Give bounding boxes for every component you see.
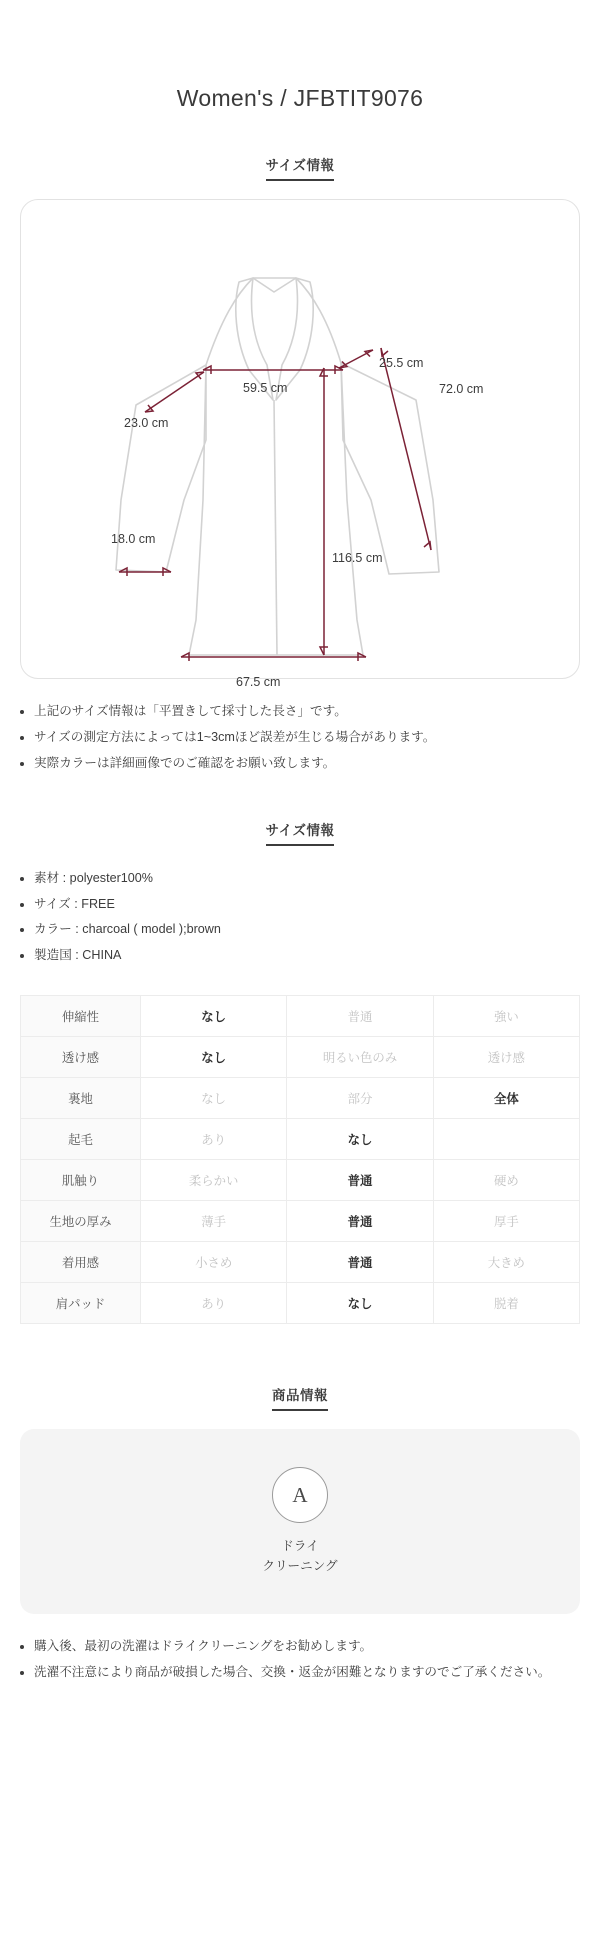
attribute-option: なし (141, 1037, 287, 1078)
attribute-label: 起毛 (21, 1119, 141, 1160)
size-diagram-box (20, 199, 580, 690)
attribute-option: 薄手 (141, 1201, 287, 1242)
attribute-option: 柔らかい (141, 1160, 287, 1201)
spec-section-heading (0, 819, 600, 846)
attribute-option: 部分 (287, 1078, 433, 1119)
table-row (21, 1242, 580, 1283)
list-item: サイズの測定方法によっては1~3cmほど誤差が生じる場合があります。 (34, 725, 578, 751)
measure-label-cuff: 18.0 cm (111, 532, 156, 547)
list-item: 実際カラーは詳細画像でのご確認をお願い致します。 (34, 751, 578, 777)
attribute-option: なし (287, 1283, 433, 1324)
attribute-option: 大きめ (433, 1242, 579, 1283)
attribute-label: 透け感 (21, 1037, 141, 1078)
measure-label-chest: 59.5 cm (243, 381, 288, 396)
attribute-option (433, 1119, 579, 1160)
dry-clean-icon (272, 1467, 328, 1523)
size-notes-list (0, 699, 600, 776)
attribute-option: 普通 (287, 1242, 433, 1283)
table-row (21, 1119, 580, 1160)
attribute-option: なし (141, 1078, 287, 1119)
page-title: Women's / JFBTIT9076 (176, 85, 424, 112)
table-row (21, 1160, 580, 1201)
size-section-heading-text: サイズ情報 (266, 154, 335, 181)
measure-label-sleeve-length: 72.0 cm (439, 382, 484, 397)
list-item: カラー : charcoal ( model );brown (34, 917, 578, 943)
list-item: 上記のサイズ情報は「平置きして採寸した長さ」です。 (34, 699, 578, 725)
attribute-option: 硬め (433, 1160, 579, 1201)
dry-clean-icon-letter: A (292, 1482, 308, 1507)
table-row (21, 1037, 580, 1078)
product-section-heading (0, 1384, 600, 1411)
attribute-option: なし (141, 996, 287, 1037)
attribute-option: あり (141, 1119, 287, 1160)
spec-section-heading-text: サイズ情報 (266, 819, 335, 846)
product-detail-page (0, 15, 600, 1935)
list-item: 素材 : polyester100% (34, 866, 578, 892)
size-section-heading (0, 154, 600, 181)
measure-label-total-length: 116.5 cm (332, 551, 383, 566)
attribute-label: 着用感 (21, 1242, 141, 1283)
garment-diagram (21, 200, 579, 690)
attribute-option: 全体 (433, 1078, 579, 1119)
attribute-option: 厚手 (433, 1201, 579, 1242)
attribute-option: 透け感 (433, 1037, 579, 1078)
care-label-line2: クリーニング (262, 1558, 338, 1573)
measure-label-shoulder: 25.5 cm (379, 356, 424, 371)
care-notes-list (0, 1634, 600, 1686)
attribute-label: 生地の厚み (21, 1201, 141, 1242)
measure-label-hem-width: 67.5 cm (236, 675, 281, 690)
attribute-label: 肌触り (21, 1160, 141, 1201)
attribute-label: 伸縮性 (21, 996, 141, 1037)
attribute-option: 小さめ (141, 1242, 287, 1283)
care-instruction-box (20, 1429, 580, 1614)
care-label-line1: ドライ (281, 1539, 319, 1554)
attribute-option: なし (287, 1119, 433, 1160)
table-row (21, 1078, 580, 1119)
list-item: サイズ : FREE (34, 892, 578, 918)
care-label (262, 1537, 337, 1576)
attribute-label: 裏地 (21, 1078, 141, 1119)
attributes-table (20, 995, 580, 1324)
list-item: 製造国 : CHINA (34, 943, 578, 969)
spec-list (0, 866, 600, 969)
list-item: 購入後、最初の洗濯はドライクリーニングをお勧めします。 (34, 1634, 578, 1660)
attribute-option: 明るい色のみ (287, 1037, 433, 1078)
table-row (21, 1201, 580, 1242)
attribute-option: 強い (433, 996, 579, 1037)
table-row (21, 996, 580, 1037)
measure-label-armhole: 23.0 cm (124, 416, 169, 431)
list-item: 洗濯不注意により商品が破損した場合、交換・返金が困難となりますのでご了承ください。 (34, 1660, 578, 1686)
attribute-option: あり (141, 1283, 287, 1324)
attribute-label: 肩パッド (21, 1283, 141, 1324)
attribute-option: 普通 (287, 1201, 433, 1242)
attribute-option: 脱着 (433, 1283, 579, 1324)
table-row (21, 1283, 580, 1324)
attribute-option: 普通 (287, 1160, 433, 1201)
attribute-option: 普通 (287, 996, 433, 1037)
product-section-heading-text: 商品情報 (272, 1384, 328, 1411)
